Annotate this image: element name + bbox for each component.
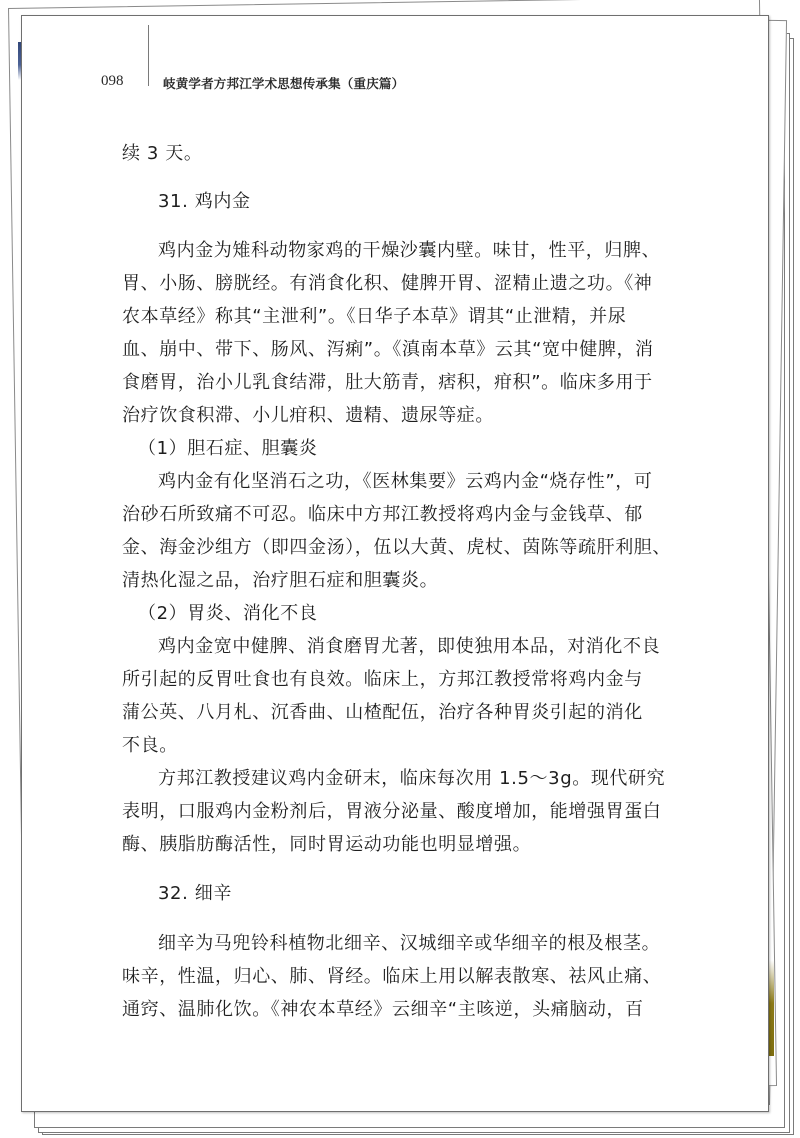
- book-title: 岐黄学者方邦江学术思想传承集（重庆篇）: [163, 76, 405, 91]
- paragraph-line: 治砂石所致痛不可忍。临床中方邦江教授将鸡内金与金钱草、郁: [122, 504, 643, 525]
- section-heading: 31. 鸡内金: [158, 191, 251, 212]
- paragraph-line: 方邦江教授建议鸡内金研末，临床每次用 1.5～3g。现代研究: [158, 768, 666, 789]
- running-header: [22, 16, 768, 96]
- paragraph-line: 酶、胰脂肪酶活性，同时胃运动功能也明显增强。: [122, 834, 532, 855]
- paragraph-line: 通窍、温肺化饮。《神农本草经》云细辛“主咳逆，头痛脑动，百: [122, 999, 644, 1020]
- paragraph-line: 细辛为马兜铃科植物北细辛、汉城细辛或华细辛的根及根茎。: [158, 933, 661, 954]
- subsection-heading: （2）胃炎、消化不良: [138, 603, 318, 624]
- paragraph-line: 不良。: [122, 735, 178, 756]
- page-number: 098: [101, 73, 124, 89]
- paragraph-line: 治疗饮食积滞、小儿疳积、遗精、遗尿等症。: [122, 405, 494, 426]
- paragraph-line: 清热化湿之品，治疗胆石症和胆囊炎。: [122, 570, 439, 591]
- paragraph-line: 鸡内金为雉科动物家鸡的干燥沙囊内壁。味甘，性平，归脾、: [158, 240, 661, 261]
- header-divider: [148, 25, 149, 86]
- paragraph-line: 鸡内金有化坚消石之功，《医林集要》云鸡内金“烧存性”，可: [158, 471, 653, 492]
- paragraph-line: 蒲公英、八月札、沉香曲、山楂配伍，治疗各种胃炎引起的消化: [122, 702, 643, 723]
- subsection-heading: （1）胆石症、胆囊炎: [138, 438, 318, 459]
- paragraph-line: 血、崩中、带下、肠风、泻痢”。《滇南本草》云其“宽中健脾，消: [122, 339, 654, 360]
- paragraph-line: 胃、小肠、膀胱经。有消食化积、健脾开胃、涩精止遗之功。《神: [122, 273, 653, 294]
- paragraph-line: 食磨胃，治小儿乳食结滞，肚大筋青，痞积，疳积”。临床多用于: [122, 372, 653, 393]
- paragraph-line: 所引起的反胃吐食也有良效。临床上，方邦江教授常将鸡内金与: [122, 669, 643, 690]
- paragraph-line: 农本草经》称其“主泄利”。《日华子本草》谓其“止泄精，并尿: [122, 306, 627, 327]
- continuation-line: 续 3 天。: [122, 143, 203, 164]
- paragraph-line: 味辛，性温，归心、肺、肾经。临床上用以解表散寒、祛风止痛、: [122, 966, 662, 987]
- section-heading: 32. 细辛: [158, 883, 232, 904]
- paragraph-line: 表明，口服鸡内金粉剂后，胃液分泌量、酸度增加，能增强胃蛋白: [122, 801, 662, 822]
- paragraph-line: 金、海金沙组方（即四金汤），伍以大黄、虎杖、茵陈等疏肝利胆、: [122, 537, 671, 558]
- book-page: [21, 15, 769, 1112]
- paragraph-line: 鸡内金宽中健脾、消食磨胃尤著，即使独用本品，对消化不良: [158, 636, 661, 657]
